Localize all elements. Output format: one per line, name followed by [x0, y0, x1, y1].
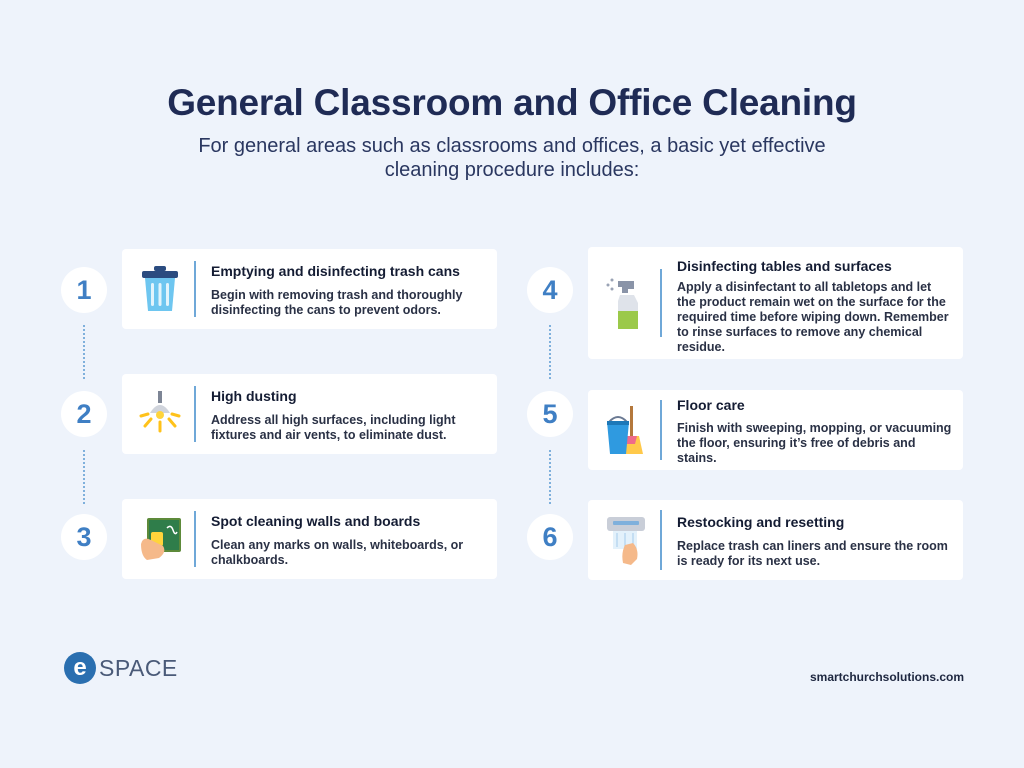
- espace-logo: [64, 650, 178, 686]
- step-number-5: 5: [527, 391, 573, 437]
- page-subtitle: For general areas such as classrooms and offices, a basic yet effective cleaning procedure includes:: [198, 135, 826, 181]
- card-divider: [194, 386, 196, 442]
- step-description: Finish with sweeping, mopping, or vacuuming the floor, ensuring it’s free of debris and stains.: [677, 421, 952, 465]
- step-connector: [83, 450, 85, 504]
- step-number-2: 2: [61, 391, 107, 437]
- spray-bottle-icon: [598, 275, 654, 331]
- step-number-1: 1: [61, 267, 107, 313]
- step-number-3: 3: [61, 514, 107, 560]
- step-heading: Disinfecting tables and surfaces: [677, 258, 892, 274]
- step-number-4: 4: [527, 267, 573, 313]
- step-card-5: [588, 390, 963, 470]
- card-divider: [660, 400, 662, 460]
- step-heading: Emptying and disinfecting trash cans: [211, 263, 460, 279]
- logo-text: SPACE: [99, 654, 178, 681]
- step-description: Clean any marks on walls, whiteboards, or chalkboards.: [211, 538, 464, 567]
- logo-e-mark: e: [64, 652, 96, 684]
- step-connector: [83, 325, 85, 379]
- step-card-6: [588, 500, 963, 580]
- step-card-1: [122, 249, 497, 329]
- step-card-4: [588, 247, 963, 359]
- trash-can-icon: [132, 261, 188, 317]
- card-divider: [660, 269, 662, 337]
- step-card-2: [122, 374, 497, 454]
- bucket-broom-icon: [598, 402, 654, 458]
- step-description: Replace trash can liners and ensure the room is ready for its next use.: [677, 539, 948, 568]
- card-divider: [660, 510, 662, 570]
- board-sponge-icon: [132, 511, 188, 567]
- towel-dispenser-icon: [598, 512, 654, 568]
- step-description: Address all high surfaces, including light fixtures and air vents, to eliminate dust.: [211, 413, 456, 442]
- step-description: Begin with removing trash and thoroughly disinfecting the cans to prevent odors.: [211, 288, 463, 317]
- card-divider: [194, 261, 196, 317]
- step-connector: [549, 325, 551, 379]
- step-card-3: [122, 499, 497, 579]
- step-heading: Restocking and resetting: [677, 514, 845, 530]
- step-heading: Floor care: [677, 397, 745, 413]
- page-title: General Classroom and Office Cleaning: [167, 82, 857, 123]
- card-divider: [194, 511, 196, 567]
- step-number-6: 6: [527, 514, 573, 560]
- step-connector: [549, 450, 551, 504]
- step-heading: Spot cleaning walls and boards: [211, 513, 421, 529]
- step-description: Apply a disinfectant to all tabletops and let the product remain wet on the surface for the required time before wiping down. Remember to rinse surfaces to remove any chemical residue.: [677, 280, 949, 354]
- ceiling-light-icon: [132, 386, 188, 442]
- website-link[interactable]: smartchurchsolutions.com: [809, 670, 964, 684]
- step-heading: High dusting: [211, 388, 297, 404]
